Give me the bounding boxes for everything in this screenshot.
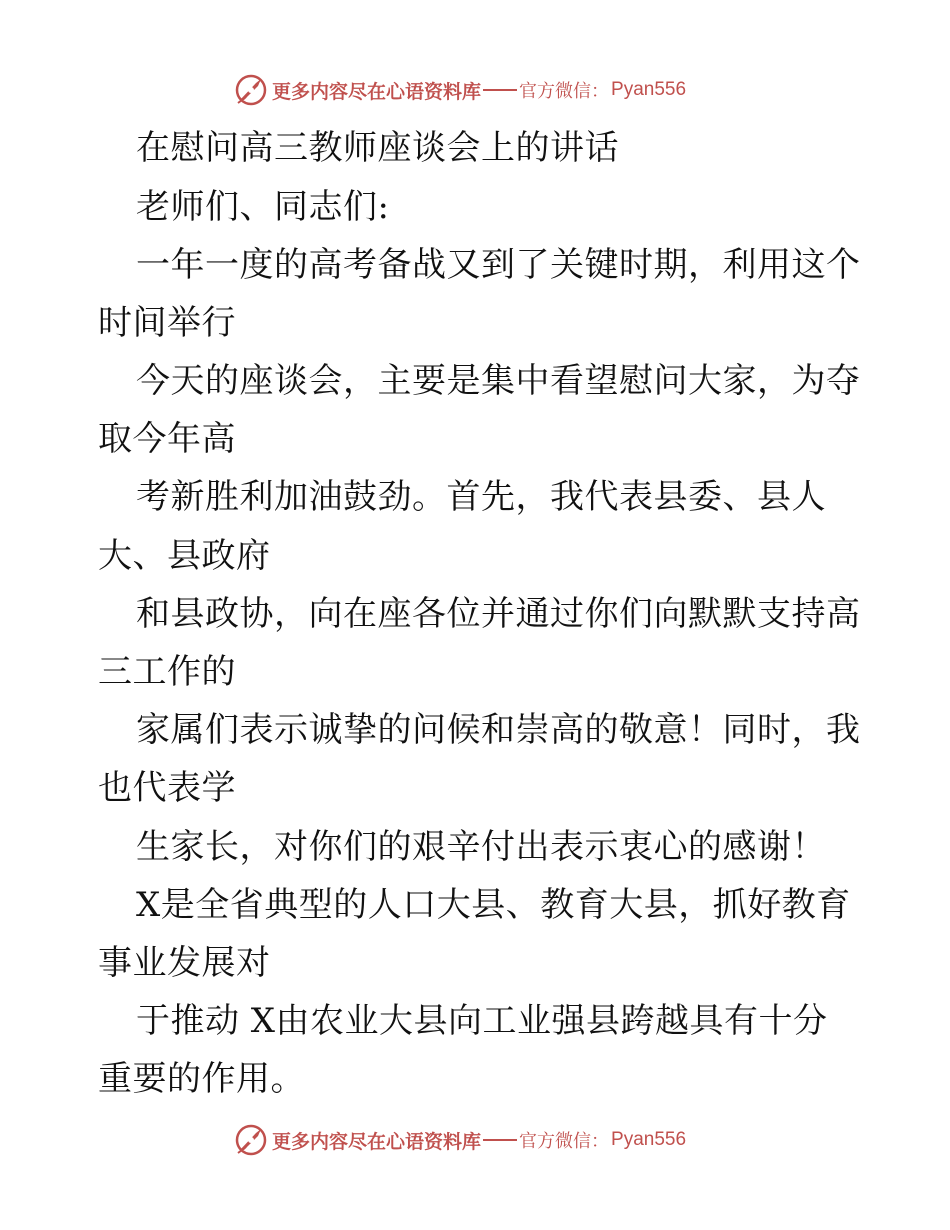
- document-title: 在慰问高三教师座谈会上的讲话: [136, 128, 619, 168]
- body-line: 今天的座谈会，主要是集中看望慰问大家，为夺: [136, 361, 861, 401]
- body-line: 大、县政府: [98, 536, 271, 576]
- body-line: 取今年高: [98, 419, 236, 459]
- body-line: 于推动 X由农业大县向工业强县跨越具有十分: [136, 1001, 828, 1041]
- watermark-handle: Pyan556: [611, 1129, 687, 1150]
- watermark-tag: 官方微信：: [519, 81, 610, 102]
- body-line: 生家长，对你们的艰辛付出表示衷心的感谢！: [136, 827, 826, 867]
- body-line: 家属们表示诚挚的问候和崇高的敬意！同时，我: [136, 710, 861, 750]
- body-line: 事业发展对: [98, 943, 271, 983]
- greeting-line: 老师们、同志们:: [136, 187, 390, 227]
- watermark-brand: 更多内容尽在心语资料库: [272, 1130, 482, 1153]
- quill-logo-icon: [234, 73, 268, 107]
- watermark-dash: [483, 1139, 517, 1141]
- body-line: 也代表学: [98, 768, 236, 808]
- body-line: 和县政协，向在座各位并通过你们向默默支持高: [136, 594, 861, 634]
- quill-logo-icon: [234, 1123, 268, 1157]
- watermark-handle: Pyan556: [611, 79, 687, 100]
- watermark-brand: 更多内容尽在心语资料库: [272, 80, 482, 103]
- body-line: 考新胜利加油鼓劲。首先，我代表县委、县人: [136, 477, 826, 517]
- watermark-dash: [483, 89, 517, 91]
- body-line: 三工作的: [98, 652, 236, 692]
- body-line: 一年一度的高考备战又到了关键时期，利用这个: [136, 245, 861, 285]
- watermark-tag: 官方微信：: [519, 1131, 610, 1152]
- footer-watermark: [234, 1122, 686, 1158]
- header-watermark: [234, 72, 686, 108]
- body-line: 重要的作用。: [98, 1059, 305, 1099]
- body-line: X是全省典型的人口大县、教育大县，抓好教育: [136, 885, 851, 925]
- body-line: 时间举行: [98, 303, 236, 343]
